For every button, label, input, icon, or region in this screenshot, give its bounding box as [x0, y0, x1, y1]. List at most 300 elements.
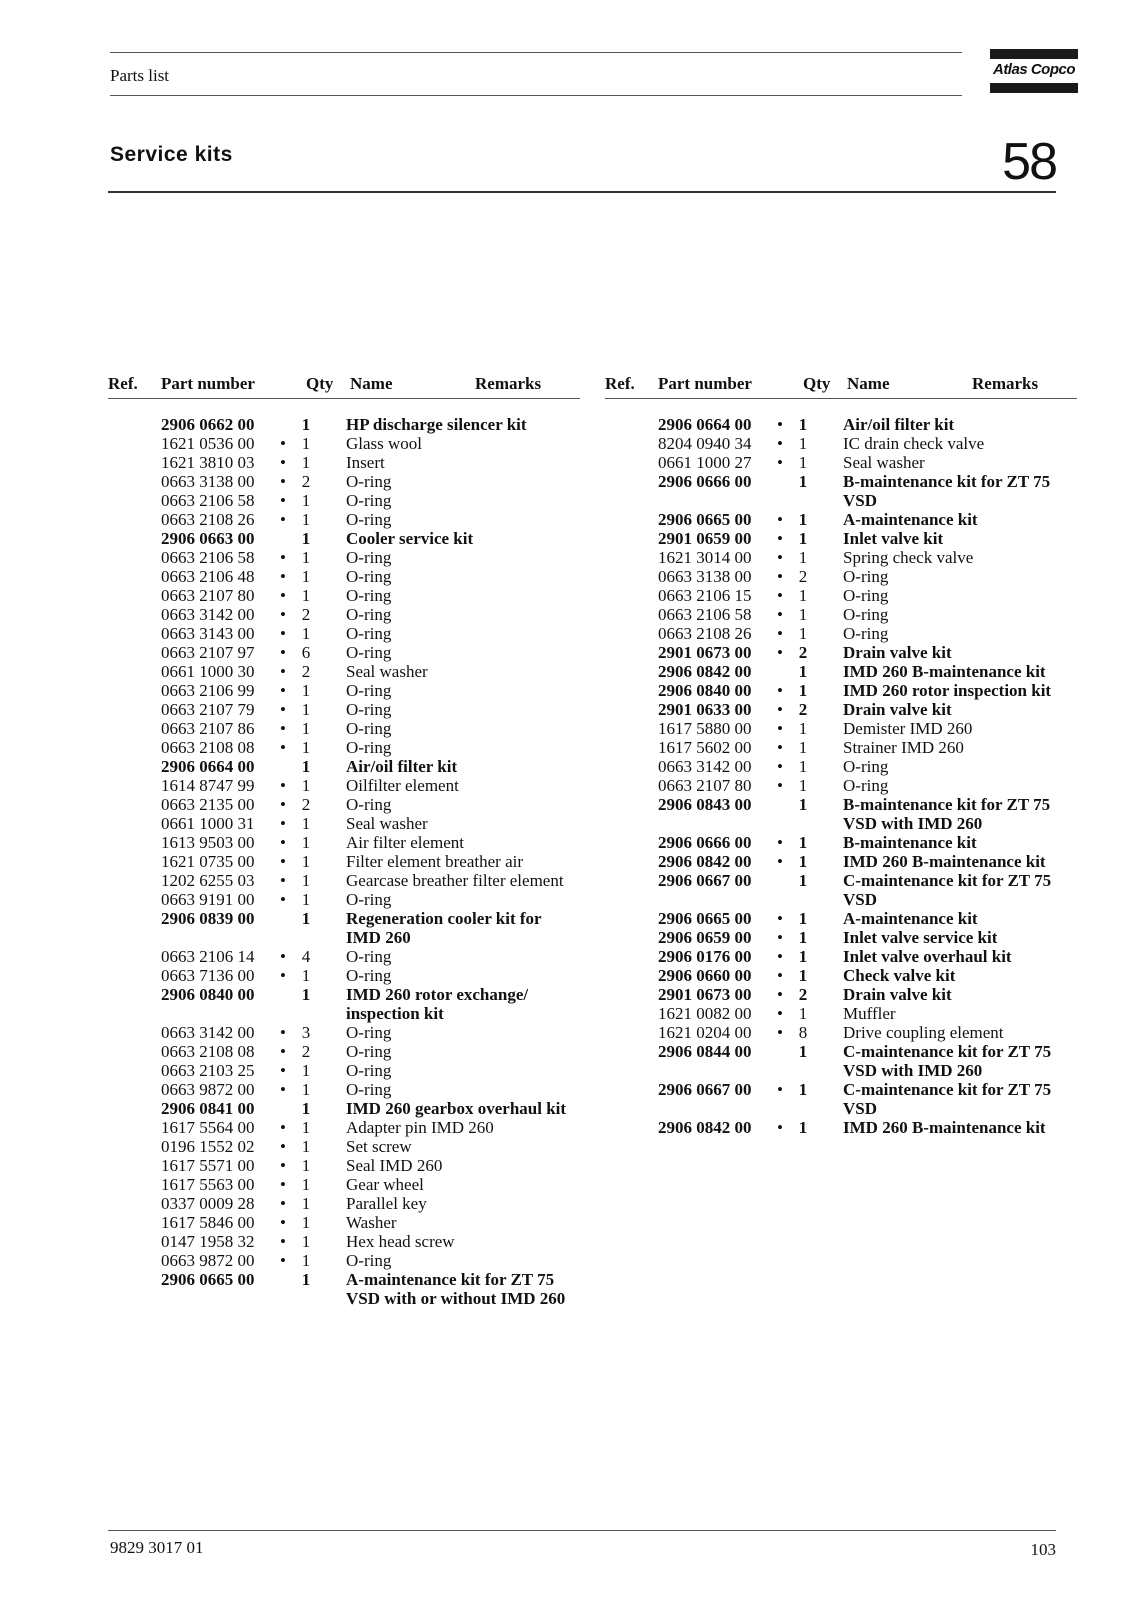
- part-name: Drive coupling element: [843, 1023, 1004, 1042]
- quantity: 1: [301, 434, 311, 453]
- kit-component-bullet: •: [777, 510, 783, 529]
- quantity: 1: [798, 681, 808, 700]
- quantity: 1: [798, 738, 808, 757]
- quantity: 1: [301, 1156, 311, 1175]
- part-number: 2906 0839 00: [161, 909, 255, 928]
- table-row: [108, 947, 580, 966]
- table-row: [108, 624, 580, 643]
- part-number: 0661 1000 27: [658, 453, 752, 472]
- quantity: 1: [798, 757, 808, 776]
- part-name: Drain valve kit: [843, 643, 952, 662]
- table-row: [108, 567, 580, 586]
- quantity: 8: [798, 1023, 808, 1042]
- part-name: O-ring: [346, 472, 392, 491]
- quantity: 4: [301, 947, 311, 966]
- footer-rule: [108, 1530, 1056, 1531]
- quantity: 1: [301, 890, 311, 909]
- part-number: 2906 0665 00: [658, 510, 752, 529]
- part-name: HP discharge silencer kit: [346, 415, 527, 434]
- table-row: [605, 662, 1077, 681]
- table-row: [108, 510, 580, 529]
- quantity: 1: [301, 1175, 311, 1194]
- part-number: 0663 9191 00: [161, 890, 255, 909]
- part-number: 1621 0536 00: [161, 434, 255, 453]
- column-ref: Ref.: [605, 374, 635, 393]
- table-row: [108, 719, 580, 738]
- part-name: Air filter element: [346, 833, 465, 852]
- quantity: 1: [798, 871, 808, 890]
- kit-component-bullet: •: [280, 510, 286, 529]
- table-row: [108, 1118, 580, 1137]
- quantity: 1: [301, 1232, 311, 1251]
- part-number: 0663 2108 08: [161, 1042, 255, 1061]
- table-row: [605, 681, 1077, 700]
- part-number: 1617 5564 00: [161, 1118, 255, 1137]
- part-number: 0663 3142 00: [161, 1023, 255, 1042]
- part-number: 0663 2107 79: [161, 700, 255, 719]
- part-number: 0663 2107 86: [161, 719, 255, 738]
- quantity: 1: [798, 947, 808, 966]
- part-number: 2906 0176 00: [658, 947, 752, 966]
- part-number: 0663 2103 25: [161, 1061, 255, 1080]
- part-number: 2906 0840 00: [658, 681, 752, 700]
- part-name: Seal washer: [346, 814, 428, 833]
- part-number: 1614 8747 99: [161, 776, 255, 795]
- part-number: 1621 0204 00: [658, 1023, 752, 1042]
- part-name: Gearcase breather filter element: [346, 871, 564, 890]
- table-row: [605, 947, 1077, 966]
- kit-component-bullet: •: [280, 472, 286, 491]
- quantity: 1: [301, 700, 311, 719]
- table-header-left: [108, 374, 580, 399]
- quantity: 1: [798, 605, 808, 624]
- header-label: Parts list: [110, 66, 170, 85]
- part-number: 2906 0659 00: [658, 928, 752, 947]
- kit-component-bullet: •: [777, 415, 783, 434]
- quantity: 1: [798, 1118, 808, 1137]
- part-name: Set screw: [346, 1137, 412, 1156]
- column-qty: Qty: [803, 374, 831, 393]
- table-header-right: [605, 374, 1077, 399]
- quantity: 1: [798, 586, 808, 605]
- quantity: 1: [301, 491, 311, 510]
- table-row: [108, 814, 580, 833]
- header-top-rule: [110, 52, 962, 53]
- part-name: IMD 260 B-maintenance kit: [843, 1118, 1046, 1137]
- part-number: 1621 0082 00: [658, 1004, 752, 1023]
- part-number: 2901 0673 00: [658, 643, 752, 662]
- kit-component-bullet: •: [777, 681, 783, 700]
- part-number: 2906 0665 00: [658, 909, 752, 928]
- table-row: [605, 605, 1077, 624]
- quantity: 2: [301, 662, 311, 681]
- part-number: 1202 6255 03: [161, 871, 255, 890]
- kit-component-bullet: •: [777, 928, 783, 947]
- part-name: Regeneration cooler kit for IMD 260: [346, 909, 542, 947]
- quantity: 1: [301, 1061, 311, 1080]
- quantity: 1: [798, 909, 808, 928]
- part-name: IMD 260 B-maintenance kit: [843, 662, 1046, 681]
- table-row: [605, 1004, 1077, 1023]
- table-row: [108, 662, 580, 681]
- part-name: B-maintenance kit for ZT 75 VSD with IMD 260: [843, 795, 1051, 833]
- part-number: 0663 7136 00: [161, 966, 255, 985]
- part-name: Cooler service kit: [346, 529, 474, 548]
- table-row: [605, 795, 1077, 833]
- part-name: O-ring: [346, 548, 392, 567]
- table-row: [108, 548, 580, 567]
- kit-component-bullet: •: [777, 947, 783, 966]
- kit-component-bullet: •: [777, 966, 783, 985]
- part-number: 2906 0843 00: [658, 795, 752, 814]
- quantity: 6: [301, 643, 311, 662]
- kit-component-bullet: •: [280, 776, 286, 795]
- part-number: 0663 3138 00: [658, 567, 752, 586]
- table-row: [605, 643, 1077, 662]
- kit-component-bullet: •: [280, 1175, 286, 1194]
- quantity: 1: [301, 510, 311, 529]
- kit-component-bullet: •: [777, 586, 783, 605]
- quantity: 1: [798, 434, 808, 453]
- part-number: 2901 0673 00: [658, 985, 752, 1004]
- column-remarks: Remarks: [972, 374, 1039, 393]
- table-row: [108, 472, 580, 491]
- part-name: O-ring: [346, 1023, 392, 1042]
- part-name: IMD 260 gearbox overhaul kit: [346, 1099, 567, 1118]
- part-number: 2906 0662 00: [161, 415, 255, 434]
- part-number: 2906 0842 00: [658, 1118, 752, 1137]
- kit-component-bullet: •: [280, 1023, 286, 1042]
- kit-component-bullet: •: [280, 966, 286, 985]
- part-number: 2906 0666 00: [658, 472, 752, 491]
- quantity: 1: [301, 624, 311, 643]
- kit-component-bullet: •: [777, 852, 783, 871]
- part-name: O-ring: [346, 947, 392, 966]
- column-name: Name: [350, 374, 393, 393]
- table-row: [108, 681, 580, 700]
- kit-component-bullet: •: [280, 947, 286, 966]
- table-row: [108, 1213, 580, 1232]
- table-row: [605, 852, 1077, 871]
- kit-component-bullet: •: [280, 1137, 286, 1156]
- part-name: O-ring: [843, 605, 889, 624]
- rows-right: [605, 415, 1077, 1137]
- kit-component-bullet: •: [280, 624, 286, 643]
- kit-component-bullet: •: [777, 1118, 783, 1137]
- atlas-copco-logo: [990, 49, 1078, 95]
- part-number: 1613 9503 00: [161, 833, 255, 852]
- kit-component-bullet: •: [280, 1194, 286, 1213]
- part-number: 0663 2106 15: [658, 586, 752, 605]
- quantity: 1: [301, 1137, 311, 1156]
- table-row: [108, 795, 580, 814]
- kit-component-bullet: •: [777, 833, 783, 852]
- kit-component-bullet: •: [280, 1118, 286, 1137]
- table-row: [605, 415, 1077, 434]
- table-row: [108, 776, 580, 795]
- quantity: 1: [798, 1004, 808, 1023]
- table-row: [108, 1270, 580, 1308]
- part-name: O-ring: [346, 605, 392, 624]
- table-row: [605, 719, 1077, 738]
- part-number: 2906 0842 00: [658, 662, 752, 681]
- part-name: IMD 260 B-maintenance kit: [843, 852, 1046, 871]
- table-row: [605, 567, 1077, 586]
- quantity: 2: [301, 1042, 311, 1061]
- kit-component-bullet: •: [280, 738, 286, 757]
- table-row: [108, 1042, 580, 1061]
- rows-left: [108, 415, 580, 1308]
- quantity: 1: [301, 985, 311, 1004]
- document-number: 9829 3017 01: [110, 1538, 204, 1557]
- part-name: O-ring: [346, 1251, 392, 1270]
- table-row: [605, 833, 1077, 852]
- quantity: 1: [301, 814, 311, 833]
- part-number: 0663 2106 14: [161, 947, 255, 966]
- part-name: Demister IMD 260: [843, 719, 973, 738]
- part-number: 1617 5846 00: [161, 1213, 255, 1232]
- part-name: Filter element breather air: [346, 852, 523, 871]
- kit-component-bullet: •: [280, 548, 286, 567]
- part-number: 0661 1000 31: [161, 814, 255, 833]
- part-number: 1621 3810 03: [161, 453, 255, 472]
- part-number: 1617 5602 00: [658, 738, 752, 757]
- table-row: [108, 890, 580, 909]
- part-number: 0337 0009 28: [161, 1194, 255, 1213]
- part-name: A-maintenance kit: [843, 510, 978, 529]
- logo-top-bar: [990, 49, 1078, 59]
- table-row: [108, 453, 580, 472]
- part-name: IMD 260 rotor inspection kit: [843, 681, 1052, 700]
- kit-component-bullet: •: [280, 719, 286, 738]
- column-name: Name: [847, 374, 890, 393]
- quantity: 1: [798, 453, 808, 472]
- part-name: Parallel key: [346, 1194, 427, 1213]
- part-number: 2906 0840 00: [161, 985, 255, 1004]
- part-name: Adapter pin IMD 260: [346, 1118, 494, 1137]
- part-number: 0663 2106 58: [161, 548, 255, 567]
- quantity: 1: [301, 415, 311, 434]
- table-row: [605, 757, 1077, 776]
- table-row: [108, 985, 580, 1023]
- part-name: O-ring: [346, 700, 392, 719]
- part-name: Air/oil filter kit: [843, 415, 955, 434]
- quantity: 1: [301, 1213, 311, 1232]
- quantity: 1: [798, 966, 808, 985]
- part-number: 0663 2108 26: [161, 510, 255, 529]
- part-name: O-ring: [346, 738, 392, 757]
- part-number: 0663 3142 00: [161, 605, 255, 624]
- kit-component-bullet: •: [280, 1061, 286, 1080]
- quantity: 1: [798, 548, 808, 567]
- table-row: [108, 434, 580, 453]
- quantity: 1: [798, 928, 808, 947]
- table-row: [108, 1137, 580, 1156]
- quantity: 1: [798, 624, 808, 643]
- kit-component-bullet: •: [280, 434, 286, 453]
- quantity: 1: [798, 1080, 808, 1099]
- part-number: 1621 3014 00: [658, 548, 752, 567]
- part-name: O-ring: [346, 795, 392, 814]
- quantity: 2: [301, 795, 311, 814]
- part-name: O-ring: [346, 890, 392, 909]
- quantity: 2: [798, 567, 808, 586]
- quantity: 1: [301, 529, 311, 548]
- part-number: 1617 5880 00: [658, 719, 752, 738]
- kit-component-bullet: •: [777, 567, 783, 586]
- part-name: O-ring: [843, 757, 889, 776]
- kit-component-bullet: •: [777, 434, 783, 453]
- table-row: [605, 529, 1077, 548]
- table-row: [605, 776, 1077, 795]
- table-row: [108, 1194, 580, 1213]
- part-name: IMD 260 rotor exchange/ inspection kit: [346, 985, 529, 1023]
- part-name: IC drain check valve: [843, 434, 985, 453]
- quantity: 1: [301, 833, 311, 852]
- part-name: A-maintenance kit: [843, 909, 978, 928]
- part-number: 0663 9872 00: [161, 1080, 255, 1099]
- part-number: 0663 3138 00: [161, 472, 255, 491]
- quantity: 1: [301, 852, 311, 871]
- quantity: 1: [798, 529, 808, 548]
- part-number: 0663 9872 00: [161, 1251, 255, 1270]
- logo-bottom-bar: [990, 83, 1078, 93]
- quantity: 1: [301, 681, 311, 700]
- column-part-number: Part number: [161, 374, 255, 393]
- quantity: 1: [301, 567, 311, 586]
- kit-component-bullet: •: [280, 605, 286, 624]
- part-name: O-ring: [346, 567, 392, 586]
- kit-component-bullet: •: [777, 738, 783, 757]
- column-remarks: Remarks: [475, 374, 542, 393]
- quantity: 1: [798, 662, 808, 681]
- quantity: 1: [301, 909, 311, 928]
- quantity: 1: [301, 1099, 311, 1118]
- part-number: 0663 2108 26: [658, 624, 752, 643]
- quantity: 1: [798, 472, 808, 491]
- kit-component-bullet: •: [777, 529, 783, 548]
- part-name: O-ring: [346, 1080, 392, 1099]
- part-name: B-maintenance kit for ZT 75 VSD: [843, 472, 1051, 510]
- table-row: [108, 757, 580, 776]
- part-number: 2906 0664 00: [161, 757, 255, 776]
- table-row: [605, 624, 1077, 643]
- parts-table-left: [108, 374, 580, 1308]
- table-row: [108, 605, 580, 624]
- part-name: O-ring: [346, 966, 392, 985]
- kit-component-bullet: •: [280, 491, 286, 510]
- kit-component-bullet: •: [280, 700, 286, 719]
- quantity: 1: [301, 776, 311, 795]
- part-number: 0661 1000 30: [161, 662, 255, 681]
- table-row: [108, 833, 580, 852]
- table-row: [108, 415, 580, 434]
- part-number: 2906 0664 00: [658, 415, 752, 434]
- part-name: Inlet valve service kit: [843, 928, 998, 947]
- part-name: Drain valve kit: [843, 700, 952, 719]
- table-row: [605, 472, 1077, 510]
- part-number: 2901 0633 00: [658, 700, 752, 719]
- kit-component-bullet: •: [280, 453, 286, 472]
- quantity: 1: [798, 719, 808, 738]
- part-number: 2906 0665 00: [161, 1270, 255, 1289]
- table-row: [108, 1175, 580, 1194]
- part-number: 0663 2107 97: [161, 643, 255, 662]
- part-number: 0663 2106 58: [161, 491, 255, 510]
- quantity: 1: [301, 548, 311, 567]
- kit-component-bullet: •: [280, 795, 286, 814]
- kit-component-bullet: •: [280, 833, 286, 852]
- kit-component-bullet: •: [777, 700, 783, 719]
- quantity: 1: [798, 510, 808, 529]
- table-row: [108, 700, 580, 719]
- part-name: Glass wool: [346, 434, 423, 453]
- part-name: Washer: [346, 1213, 397, 1232]
- part-number: 0147 1958 32: [161, 1232, 255, 1251]
- part-number: 0196 1552 02: [161, 1137, 255, 1156]
- table-row: [605, 1023, 1077, 1042]
- table-row: [108, 1251, 580, 1270]
- kit-component-bullet: •: [280, 662, 286, 681]
- kit-component-bullet: •: [777, 757, 783, 776]
- part-name: Spring check valve: [843, 548, 974, 567]
- part-number: 1621 0735 00: [161, 852, 255, 871]
- quantity: 1: [798, 776, 808, 795]
- kit-component-bullet: •: [280, 871, 286, 890]
- column-part-number: Part number: [658, 374, 752, 393]
- section-number: 58: [1002, 133, 1056, 191]
- table-row: [605, 871, 1077, 909]
- part-name: O-ring: [346, 1042, 392, 1061]
- kit-component-bullet: •: [280, 681, 286, 700]
- kit-component-bullet: •: [280, 567, 286, 586]
- parts-table-right: [605, 374, 1077, 1137]
- table-row: [108, 1232, 580, 1251]
- table-row: [108, 529, 580, 548]
- part-number: 2906 0660 00: [658, 966, 752, 985]
- quantity: 1: [798, 833, 808, 852]
- part-name: Air/oil filter kit: [346, 757, 458, 776]
- part-number: 8204 0940 34: [658, 434, 752, 453]
- kit-component-bullet: •: [777, 624, 783, 643]
- table-row: [108, 643, 580, 662]
- part-name: Seal IMD 260: [346, 1156, 443, 1175]
- part-name: O-ring: [843, 586, 889, 605]
- table-row: [108, 738, 580, 757]
- part-name: O-ring: [346, 1061, 392, 1080]
- quantity: 1: [798, 415, 808, 434]
- quantity: 2: [798, 700, 808, 719]
- quantity: 1: [301, 1080, 311, 1099]
- part-name: Check valve kit: [843, 966, 956, 985]
- part-name: A-maintenance kit for ZT 75 VSD with or without IMD 260: [346, 1270, 566, 1308]
- part-name: O-ring: [346, 719, 392, 738]
- part-number: 0663 2106 58: [658, 605, 752, 624]
- quantity: 1: [301, 757, 311, 776]
- kit-component-bullet: •: [280, 1042, 286, 1061]
- table-row: [108, 966, 580, 985]
- part-number: 2901 0659 00: [658, 529, 752, 548]
- section-title: Service kits: [110, 143, 233, 166]
- column-qty: Qty: [306, 374, 334, 393]
- quantity: 1: [301, 1118, 311, 1137]
- part-number: 0663 3142 00: [658, 757, 752, 776]
- quantity: 3: [301, 1023, 311, 1042]
- part-number: 0663 2106 48: [161, 567, 255, 586]
- part-number: 0663 2107 80: [658, 776, 752, 795]
- part-number: 0663 3143 00: [161, 624, 255, 643]
- kit-component-bullet: •: [280, 643, 286, 662]
